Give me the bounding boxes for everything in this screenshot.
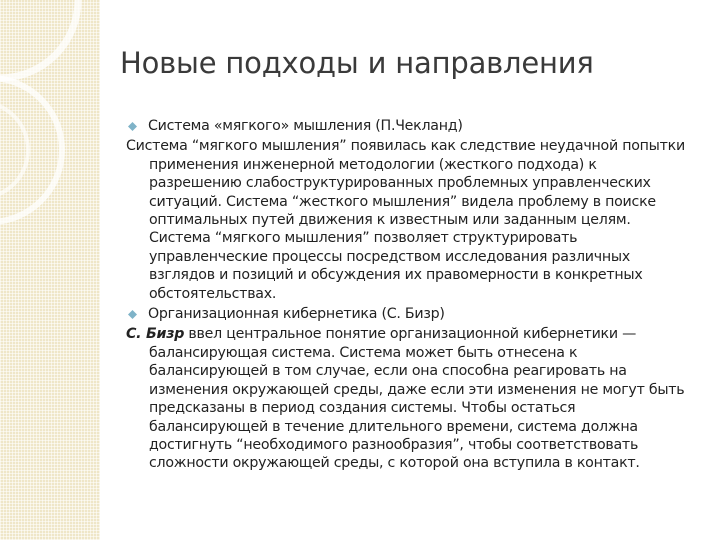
bullet-text: Система «мягкого» мышления (П.Чекланд): [148, 118, 463, 134]
paragraph-org-cybernetics: [126, 325, 690, 472]
bullet-item-org-cybernetics: [126, 305, 690, 323]
decorative-side-band: [0, 0, 100, 540]
slide-content-area: [100, 0, 720, 540]
author-name: С. Бизр: [126, 326, 185, 343]
decorative-circles: [0, 0, 100, 540]
bullet-item-soft-systems: [126, 117, 690, 135]
bullet-text: Организационная кибернетика (С. Бизр): [148, 306, 445, 323]
slide-title: Новые подходы и направления: [120, 46, 594, 80]
slide-body: [126, 117, 690, 475]
diamond-bullet-icon: [128, 122, 137, 131]
diamond-bullet-icon: [128, 310, 137, 319]
paragraph-soft-systems: Система “мягкого мышления” появилась как следствие неудачной попытки применения инженерной методологии (жесткого подхода) к разрешению слабоструктурированных проблемных управленческих ситуаций. Система “жесткого мышления” видела проблему в поиске оптимальных путей движения к известным или заданным целям. Система “мягкого мышления” позволяет структурировать управленческие процессы посредством исследования различных взглядов и позиций и обсуждения их правомерности в конкретных обстоятельствах.: [126, 138, 685, 302]
paragraph-text: ввел центральное понятие организационной кибернетики — балансирующая система. Система может быть отнесена к балансирующей в том случае, если она способна реагировать на изменения окружающей среды, даже если эти изменения не могут быть предсказаны в период создания системы. Чтобы остаться балансирующей в течение длительного времени, система должна достигнуть “необходимого разнообразия”, чтобы соответствовать сложности окружающей среды, с которой она вступила в контакт.: [149, 326, 685, 472]
